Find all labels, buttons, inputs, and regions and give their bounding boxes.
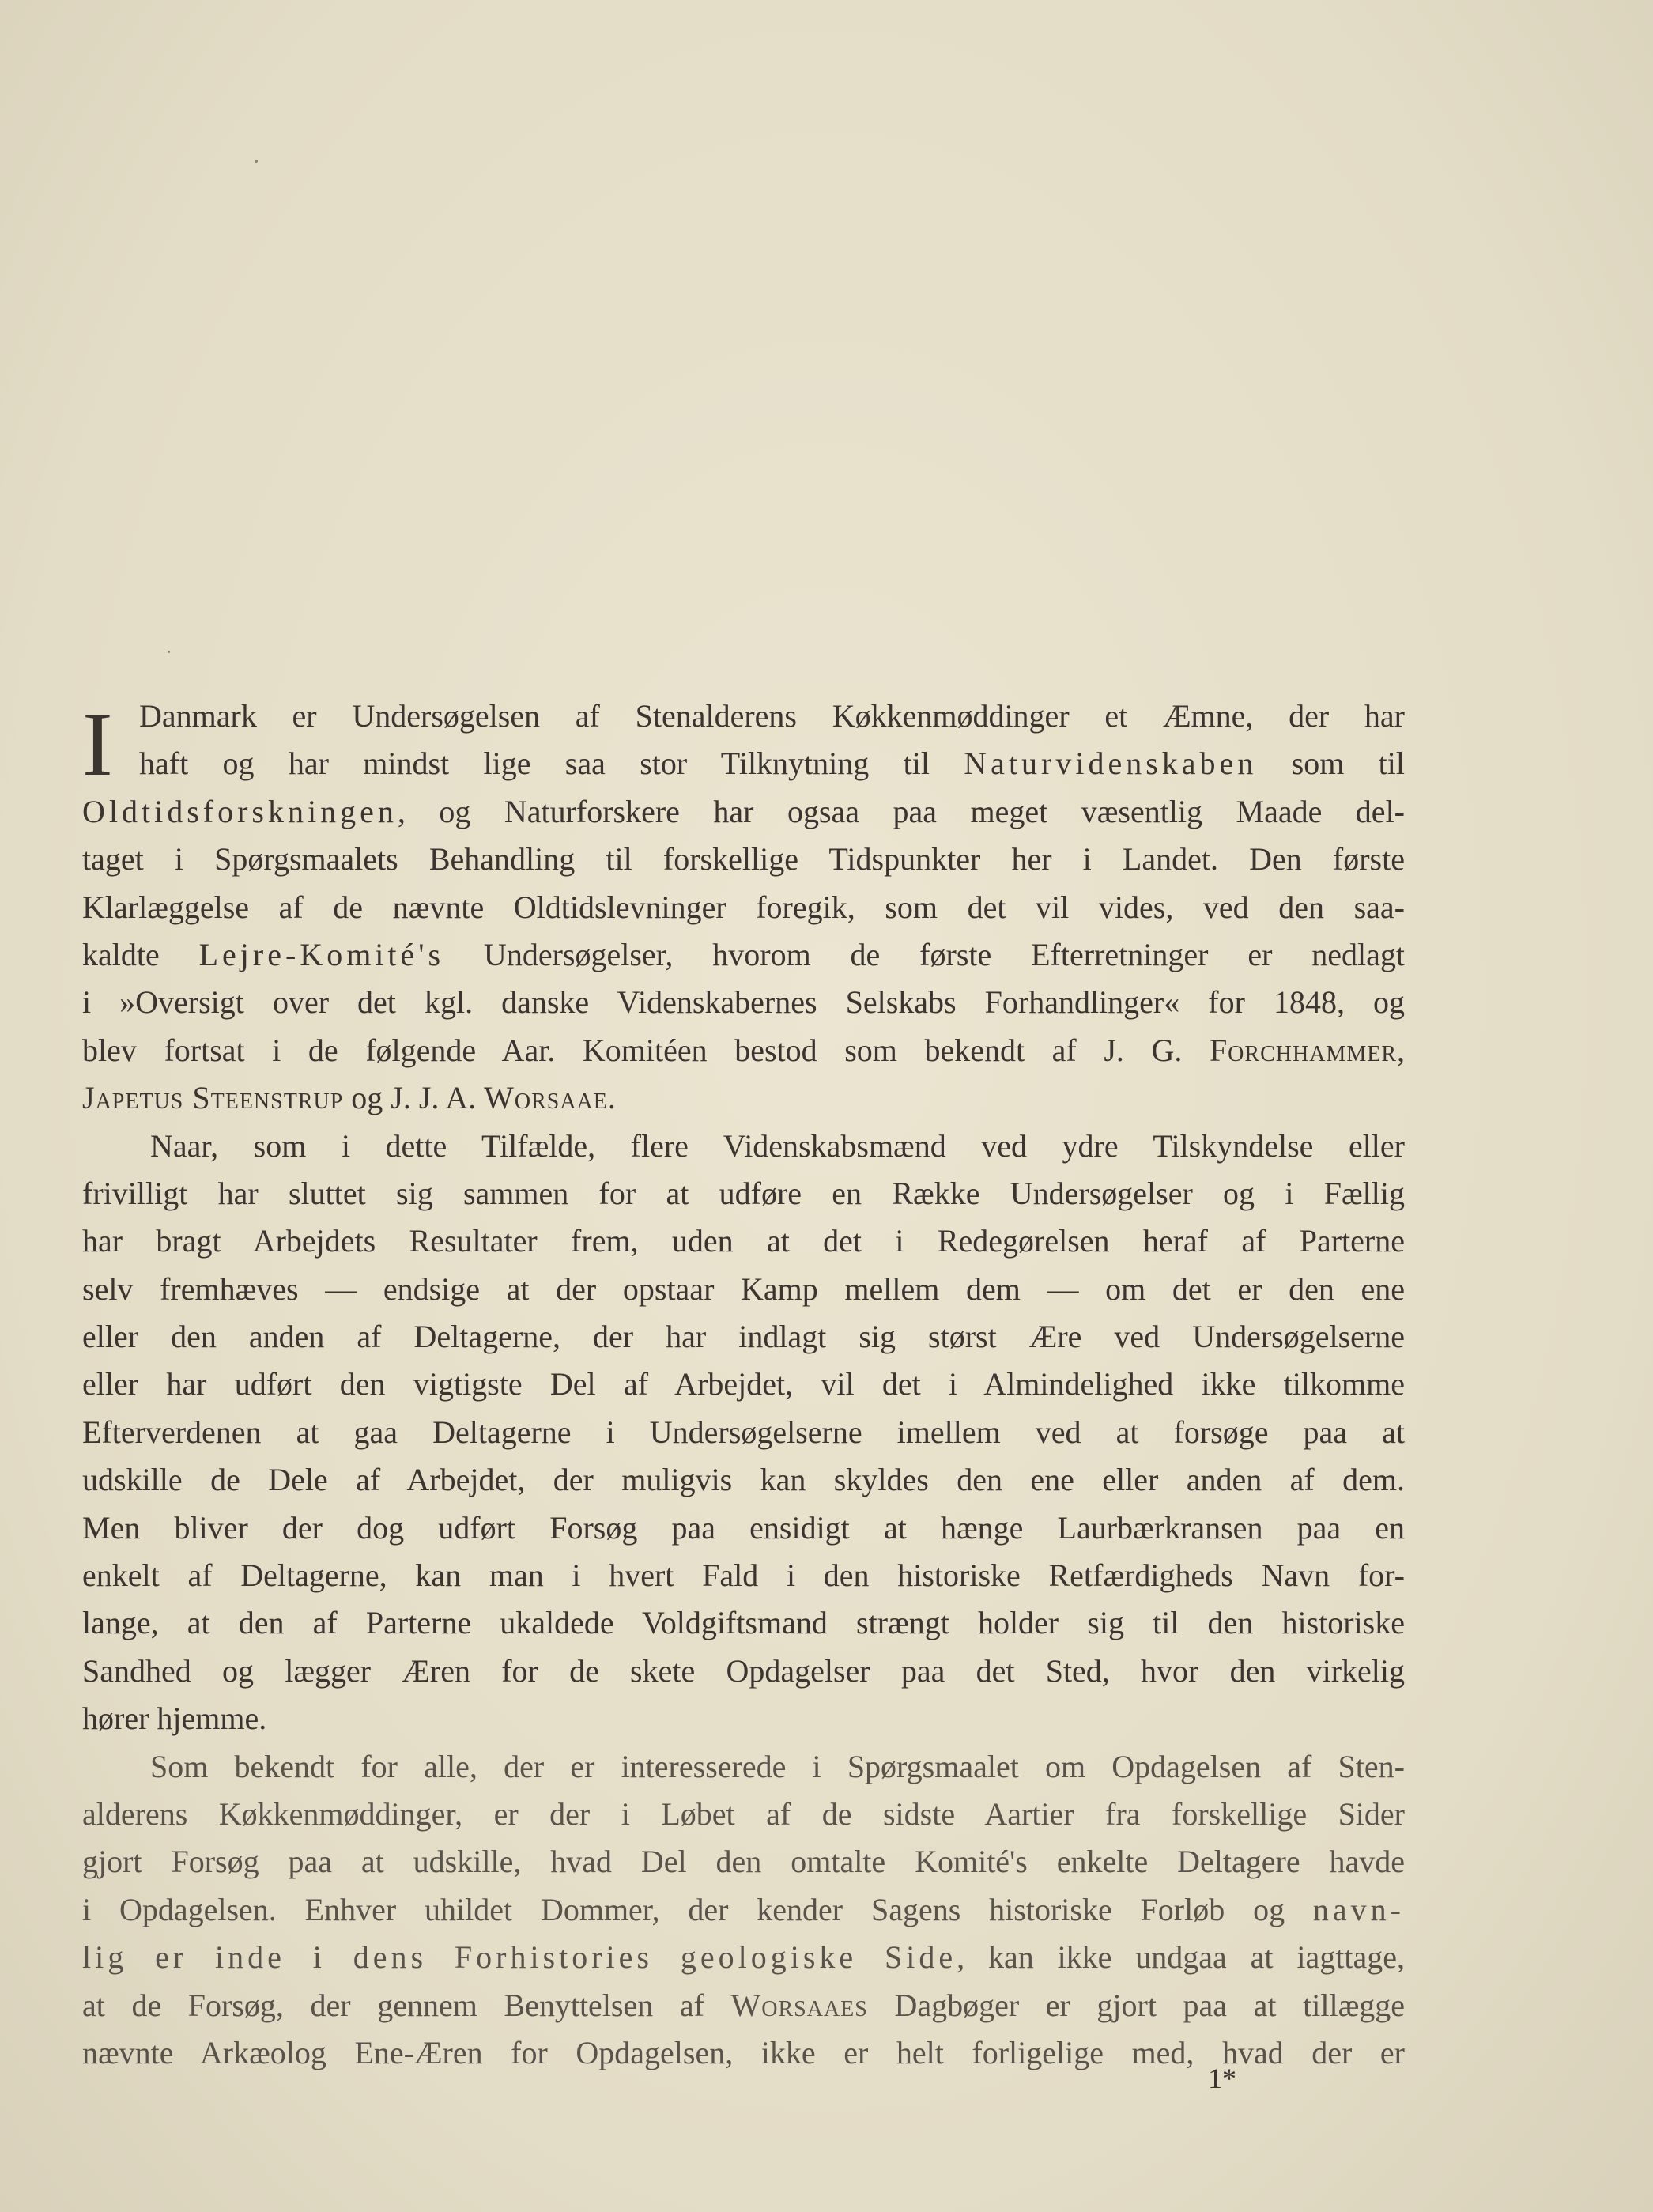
text-line: Oldtidsforskningen, og Naturforskere har ogsaa paa meget væsentlig Maade del- (82, 793, 1405, 829)
drop-cap: I (82, 694, 113, 795)
text-line: enkelt af Deltagerne, kan man i hvert Fald i den historiske Retfærdigheds Navn for- (82, 1557, 1405, 1594)
text-line: alderens Køkkenmøddinger, er der i Løbet af de sidste Aartier fra forskellige Sider (82, 1795, 1405, 1832)
text-line: blev fortsat i de følgende Aar. Komitéen bestod som bekendt af J. G. Forchhammer, (82, 1032, 1405, 1068)
text-line: Japetus Steenstrup og J. J. A. Worsaae. (82, 1080, 616, 1116)
text-line: lange, at den af Parterne ukaldede Voldgiftsmand strængt holder sig til den historiske (82, 1605, 1405, 1641)
text-line: gjort Forsøg paa at udskille, hvad Del den omtalte Komité's enkelte Deltagere havde (82, 1844, 1405, 1880)
text-line: hører hjemme. (82, 1701, 267, 1737)
text-line: i Opdagelsen. Enhver uhildet Dommer, der kender Sagens historiske Forløb og navn- (82, 1891, 1405, 1927)
text-line: kaldte Lejre-Komité's Undersøgelser, hvorom de første Efterretninger er nedlagt (82, 936, 1405, 972)
text-line: Klarlæggelse af de nævnte Oldtidslevninger foregik, som det vil vides, ved den saa- (82, 889, 1405, 925)
text-line: udskille de Dele af Arbejdet, der muligvis kan skyldes den ene eller anden af dem. (82, 1462, 1405, 1498)
text-line: Men bliver der dog udført Forsøg paa ensidigt at hænge Laurbærkransen paa en (82, 1509, 1405, 1546)
text-line: Sandhed og lægger Æren for de skete Opdagelser paa det Sted, hvor den virkelig (82, 1652, 1405, 1689)
text-line: at de Forsøg, der gennem Benyttelsen af Worsaaes Dagbøger er gjort paa at tillægge (82, 1987, 1405, 2023)
text-line: taget i Spørgsmaalets Behandling til forskellige Tidspunkter her i Landet. Den første (82, 841, 1405, 878)
text-line: eller den anden af Deltagerne, der har indlagt sig størst Ære ved Undersøgelserne (82, 1319, 1405, 1355)
text-line: har bragt Arbejdets Resultater frem, uden at det i Redegørelsen heraf af Parterne (82, 1223, 1405, 1259)
text-line: lig er inde i dens Forhistories geologiske Side, kan ikke undgaa at iagttage, (82, 1939, 1405, 1976)
page-number: 1* (1208, 2063, 1236, 2094)
body-text (82, 693, 1405, 2077)
paper-speck (168, 651, 170, 653)
text-line: nævnte Arkæolog Ene-Æren for Opdagelsen, ikke er helt forligelige med, hvad der er (82, 2034, 1405, 2070)
text-line: frivilligt har sluttet sig sammen for at udføre en Række Undersøgelser og i Fællig (82, 1175, 1405, 1211)
text-line: i »Oversigt over det kgl. danske Videnskabernes Selskabs Forhandlinger« for 1848, og (82, 984, 1405, 1021)
text-line: eller har udført den vigtigste Del af Arbejdet, vil det i Almindelighed ikke tilkomme (82, 1366, 1405, 1402)
text-line: haft og har mindst lige saa stor Tilknytning til Naturvidenskaben som til (139, 746, 1405, 782)
text-line: Efterverdenen at gaa Deltagerne i Undersøgelserne imellem ved at forsøge paa at (82, 1414, 1405, 1450)
text-line: Danmark er Undersøgelsen af Stenalderens Køkkenmøddinger et Æmne, der har (139, 698, 1405, 734)
paper-speck (255, 160, 258, 163)
text-line: selv fremhæves — endsige at der opstaar Kamp mellem dem — om det er den ene (82, 1270, 1405, 1307)
text-line: Som bekendt for alle, der er interesserede i Spørgsmaalet om Opdagelsen af Sten- (150, 1748, 1405, 1784)
text-line: Naar, som i dette Tilfælde, flere Videnskabsmænd ved ydre Tilskyndelse eller (150, 1127, 1405, 1164)
